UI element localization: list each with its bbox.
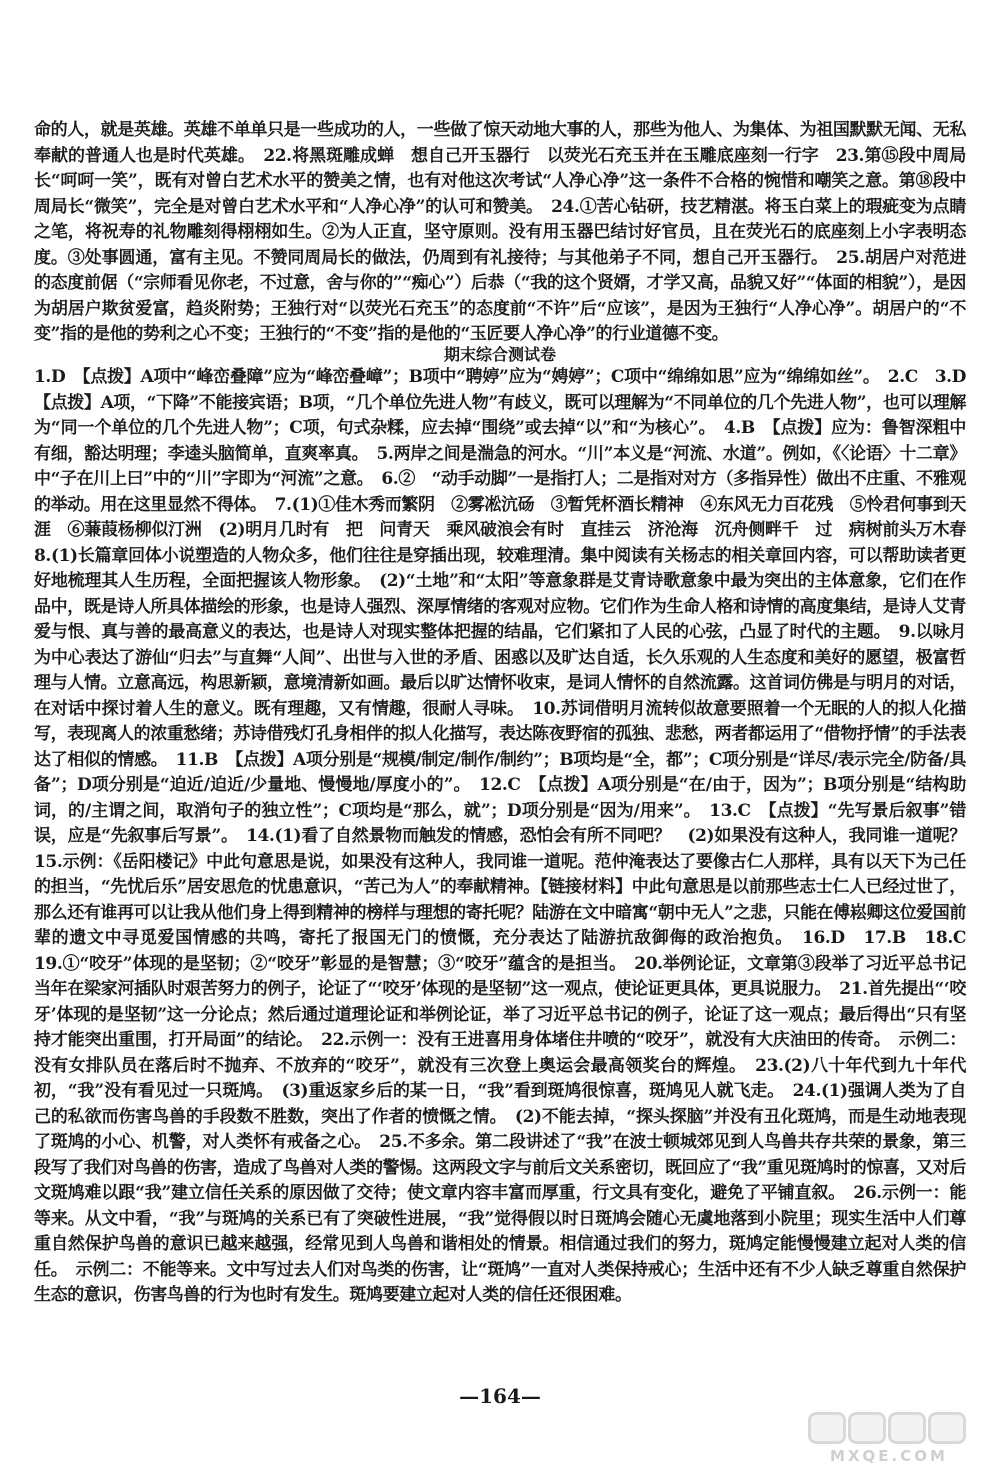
watermark-logo [808,1412,986,1464]
watermark-glyph-icon [808,1412,986,1446]
section-title: 期末综合测试卷 [443,345,556,364]
answer-block-final-exam: 1.D 【点拨】A项中“峰峦叠障”应为“峰峦叠嶂”；B项中“聘婷”应为“娉婷”；C项中“绵绵如思”应为“绵绵如丝”。 2.C 3.D 【点拨】A项，“下降”不能接宾语；B项，“几个单位先进人物”有歧义，既可以理解为“不同单位的几个先进人物”，也可以理解为“同一个单位的几个先进人物”；C项，句式杂糅，应去掉“围绕”或去掉“以”和“为核心”。 4.B 【点拨】应为：鲁智深粗中有细，豁达明理；李逵头脑简单，直爽率真。 5.两岸之间是湍急的河水。“川”本义是“河流、水道”。例如，《〈论语〉十二章》中“子在川上曰”中的“川”字即为“河流”之意。 6.② “动手动脚”一是指打人；二是指对对方（多指异性）做出不庄重、不雅观的举动。用在这里显然不得体。 7.(1)①佳木秀而繁阴 ②雾凇沆砀 ③暂凭杯酒长精神 ④东风无力百花残 ⑤怜君何事到天涯 ⑥蒹葭杨柳似汀洲 (2)明月几时有 把 问青天 乘风破浪会有时 直挂云 济沧海 沉舟侧畔千 过 病树前头万木春 8.(1)长篇章回体小说塑造的人物众多，他们往往是穿插出现，较难理清。集中阅读有关杨志的相关章回内容，可以帮助读者更好地梳理其人生历程，全面把握该人物形象。 (2)“土地”和“太阳”等意象群是艾青诗歌意象中最为突出的主体意象，它们在作品中，既是诗人所具体描绘的形象，也是诗人强烈、深厚情绪的客观对应物。它们作为生命人格和诗情的高度集结，是诗人艾青爱与恨、真与善的最高意义的表达，也是诗人对现实整体把握的结晶，它们紧扣了人民的心弦，凸显了时代的主题。 9.以咏月为中心表达了游仙“归去”与直舞“人间”、出世与入世的矛盾、困惑以及旷达自适，长久乐观的人生态度和美好的愿望，极富哲理与人情。立意高远，构思新颖，意境清新如画。最后以旷达情怀收束，是词人情怀的自然流露。这首词仿佛是与明月的对话，在对话中探讨着人生的意义。既有理趣，又有情趣，很耐人寻味。 10.苏词借明月流转似故意要照着一个无眠的人的拟人化描写，表现离人的浓重愁绪；苏诗借残灯孔身相伴的拟人化描写，表达陈夜野宿的孤独、悲愁，两者都运用了“借物抒情”的手法表达了相似的情感。 11.B 【点拨】A项分别是“规模/制定/制作/制约”；B项均是“全，都”；C项分别是“详尽/表示完全/防备/具备”；D项分别是“迫近/迫近/少量地、慢慢地/厚度小的”。 12.C 【点拨】A项分别是“在/由于，因为”；B项分别是“结构助词，的/主谓之间，取消句子的独立性”；C项均是“那么，就”；D项分别是“因为/用来”。 13.C 【点拨】“先写景后叙事”错误，应是“先叙事后写景”。 14.(1)看了自然景物而触发的情感，恐怕会有所不同吧？ (2)如果没有这种人，我同谁一道呢？ 15.示例：《岳阳楼记》中此句意思是说，如果没有这种人，我同谁一道呢。范仲淹表达了要像古仁人那样，具有以天下为己任的担当，“先忧后乐”居安思危的忧患意识，“苦己为人”的奉献精神。【链接材料】中此句意思是以前那些志士仁人已经过世了，那么还有谁再可以让我从他们身上得到精神的榜样与理想的寄托呢？陆游在文中暗寓“朝中无人”之悲，只能在傅崧卿这位爱国前辈的遗文中寻觅爱国情感的共鸣，寄托了报国无门的愤慨，充分表达了陆游抗敌御侮的政治抱负。 16.D 17.B 18.C 19.①“咬牙”体现的是坚韧；②“咬牙”彰显的是智慧；③“咬牙”蕴含的是担当。 20.举例论证，文章第③段举了习近平总书记当年在梁家河插队时艰苦努力的例子，论证了“‘咬牙’体现的是坚韧”这一观点，使论证更具体，更具说服力。 21.首先提出“‘咬牙’体现的是坚韧”这一分论点；然后通过道理论证和举例论证，举了习近平总书记的例子，论证了这一观点；最后得出“只有坚持才能突出重围，打开局面”的结论。 22.示例一：没有王进喜用身体堵住井喷的“咬牙”，就没有大庆油田的传奇。 示例二：没有女排队员在落后时不抛弃、不放弃的“咬牙”，就没有三次登上奥运会最高领奖台的辉煌。 23.(2)八十年代到九十年代初，“我”没有看见过一只斑鸠。 (3)重返家乡后的某一日，“我”看到斑鸠很惊喜，斑鸠见人就飞走。 24.(1)强调人类为了自己的私欲而伤害鸟兽的手段数不胜数，突出了作者的愤慨之情。 (2)不能去掉，“探头探脑”并没有丑化斑鸠，而是生动地表现了斑鸠的小心、机警，对人类怀有戒备之心。 25.不多余。第二段讲述了“我”在波士顿城郊见到人鸟兽共存共荣的景象，第三段写了我们对鸟兽的伤害，造成了鸟兽对人类的警惕。这两段文字与前后文关系密切，既回应了“我”重见斑鸠时的惊喜，又对后文斑鸠难以跟“我”建立信任关系的原因做了交待；使文章内容丰富而厚重，行文具有变化，避免了平铺直叙。 26.示例一：能等来。从文中看，“我”与斑鸠的关系已有了突破性进展，“我”觉得假以时日斑鸠会随心无虞地落到小院里；现实生活中人们尊重自然保护鸟兽的意识已越来越强，经常见到人鸟兽和谐相处的情景。相信通过我们的努力，斑鸠定能慢慢建立起对人类的信任。 示例二：不能等来。文中写过去人们对鸟类的伤害，让“斑鸠”一直对人类保持戒心；生活中还有不少人缺乏尊重自然保护生态的意识，伤害鸟兽的行为也时有发生。斑鸠要建立起对人类的信任还很困难。 [34,367,983,1305]
answer-block-continued: 命的人，就是英雄。英雄不单单只是一些成功的人，一些做了惊天动地大事的人，那些为他人、为集体、为祖国默默无闻、无私奉献的普通人也是时代英雄。 22.将黑斑雕成蝉 想自己开玉器行 以荧光石充玉并在玉雕底座刻一行字 23.第⑮段中周局长“呵呵一笑”，既有对曾白艺术水平的赞美之情，也有对他这次考试“人净心净”这一条件不合格的惋惜和嘲笑之意。第⑱段中周局长“微笑”，完全是对曾白艺术水平和“人净心净”的认可和赞美。 24.①苦心钻研，技艺精湛。将玉白菜上的瑕疵变为点睛之笔，将祝寿的礼物雕刻得栩栩如生。②为人正直，坚守原则。没有用玉器巴结讨好官员，且在荧光石的底座刻上小字表明态度。③处事圆通，富有主见。不赞同周局长的做法，仍周到有礼接待；与其他弟子不同，想自己开玉器行。 25.胡居户对范进的态度前倨（“宗师看见你老，不过意，舍与你的”“痴心”）后恭（“我的这个贤婿，才学又高，品貌又好”“体面的相貌”），是因为胡居户欺贫爱富，趋炎附势；王独行对“以荧光石充玉”的态度前“不许”后“应该”，是因为王独行“人净心净”。胡居户的“不变”指的是他的势利之心不变；王独行的“不变”指的是他的“玉匠要人净心净”的行业道德不变。 [34,120,966,344]
watermark-url: MXQE.COM [830,1447,948,1465]
page-number: —164— [459,1384,541,1408]
